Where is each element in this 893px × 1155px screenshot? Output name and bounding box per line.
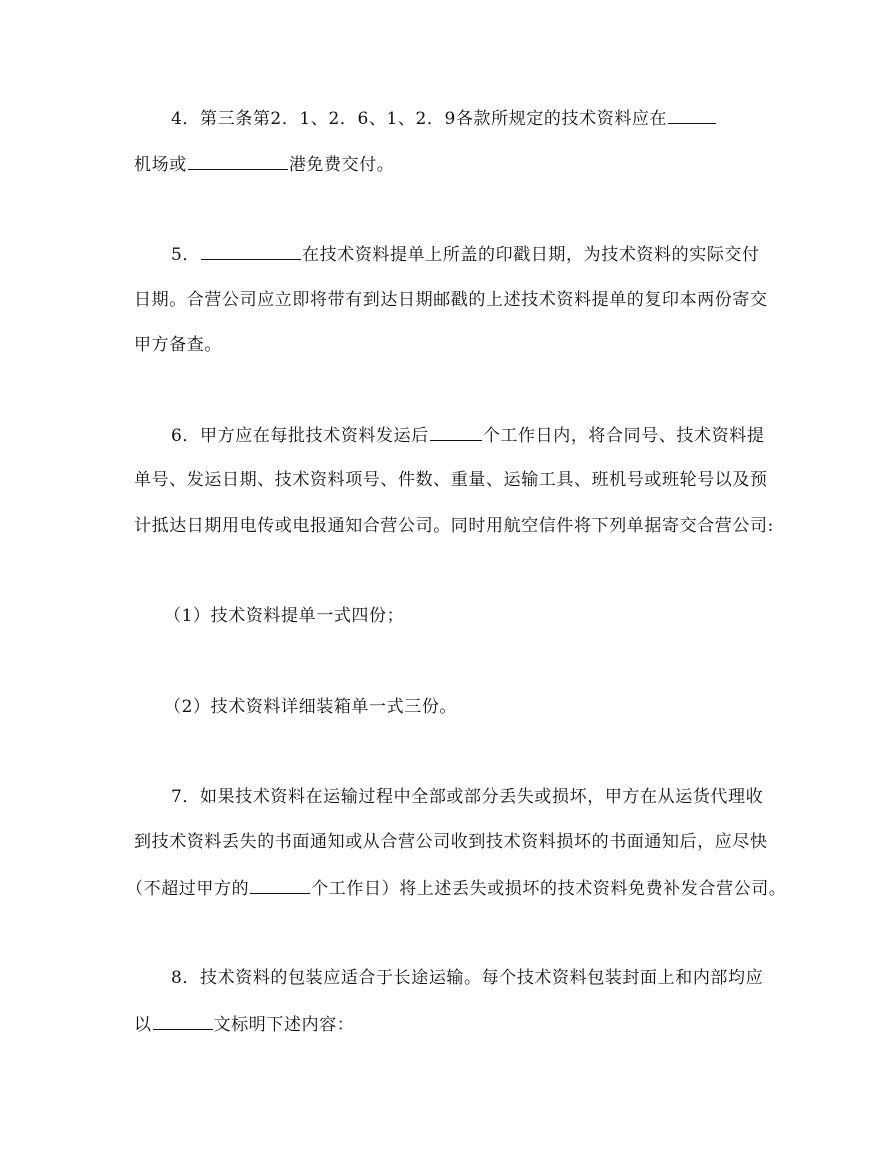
clause-4-text: 4．第三条第2．1、2．6、1、2．9各款所规定的技术资料应在 [171,109,668,129]
list-item-2: （2）技术资料详细装箱单一式三份。 [164,697,458,717]
clause-8-line-2 [134,1012,354,1037]
clause-8-text: 以 [134,1015,152,1035]
clause-4-text: 机场或 [134,155,187,175]
blank-field[interactable] [153,1012,213,1030]
blank-field[interactable] [250,876,310,894]
clause-4-line-1 [171,106,717,131]
clause-7-text: 个工作日）将上述丢失或损坏的技术资料免费补发合营公司。 [311,879,787,899]
blank-field[interactable] [201,242,301,260]
clause-6-text: 6．甲方应在每批技术资料发运后 [171,426,429,446]
clause-6-line-3: 计抵达日期用电传或电报通知合营公司。同时用航空信件将下列单据寄交合营公司: [134,516,774,536]
clause-7-text: （不超过甲方的 [126,879,250,899]
clause-5-line-3: 甲方备查。 [134,335,222,355]
clause-5-line-1 [171,242,760,267]
clause-6-line-2: 单号、发运日期、技术资料项号、件数、重量、运输工具、班机号或班轮号以及预 [134,470,768,490]
clause-7-line-1: 7．如果技术资料在运输过程中全部或部分丢失或损坏，甲方在从运货代理收 [171,787,764,807]
clause-5-text: 5． [171,245,201,265]
clause-4-text: 港免费交付。 [288,155,395,175]
clause-8-text: 文标明下述内容： [213,1015,355,1035]
clause-5-text: 在技术资料提单上所盖的印戳日期，为技术资料的实际交付 [302,245,760,265]
blank-field[interactable] [668,106,716,124]
clause-6-text: 个工作日内，将合同号、技术资料提 [482,426,765,446]
clause-6-line-1 [171,423,764,448]
blank-field[interactable] [188,152,288,170]
clause-5-line-2: 日期。合营公司应立即将带有到达日期邮戳的上述技术资料提单的复印本两份寄交 [134,290,768,310]
clause-7-line-3 [126,876,786,901]
clause-7-line-2: 到技术资料丢失的书面通知或从合营公司收到技术资料损坏的书面通知后，应尽快 [134,832,768,852]
list-item-1: （1）技术资料提单一式四份； [164,606,405,626]
blank-field[interactable] [430,423,482,441]
clause-8-line-1: 8．技术资料的包装应适合于长途运输。每个技术资料包装封面上和内部均应 [171,968,764,988]
clause-4-line-2 [134,152,394,177]
